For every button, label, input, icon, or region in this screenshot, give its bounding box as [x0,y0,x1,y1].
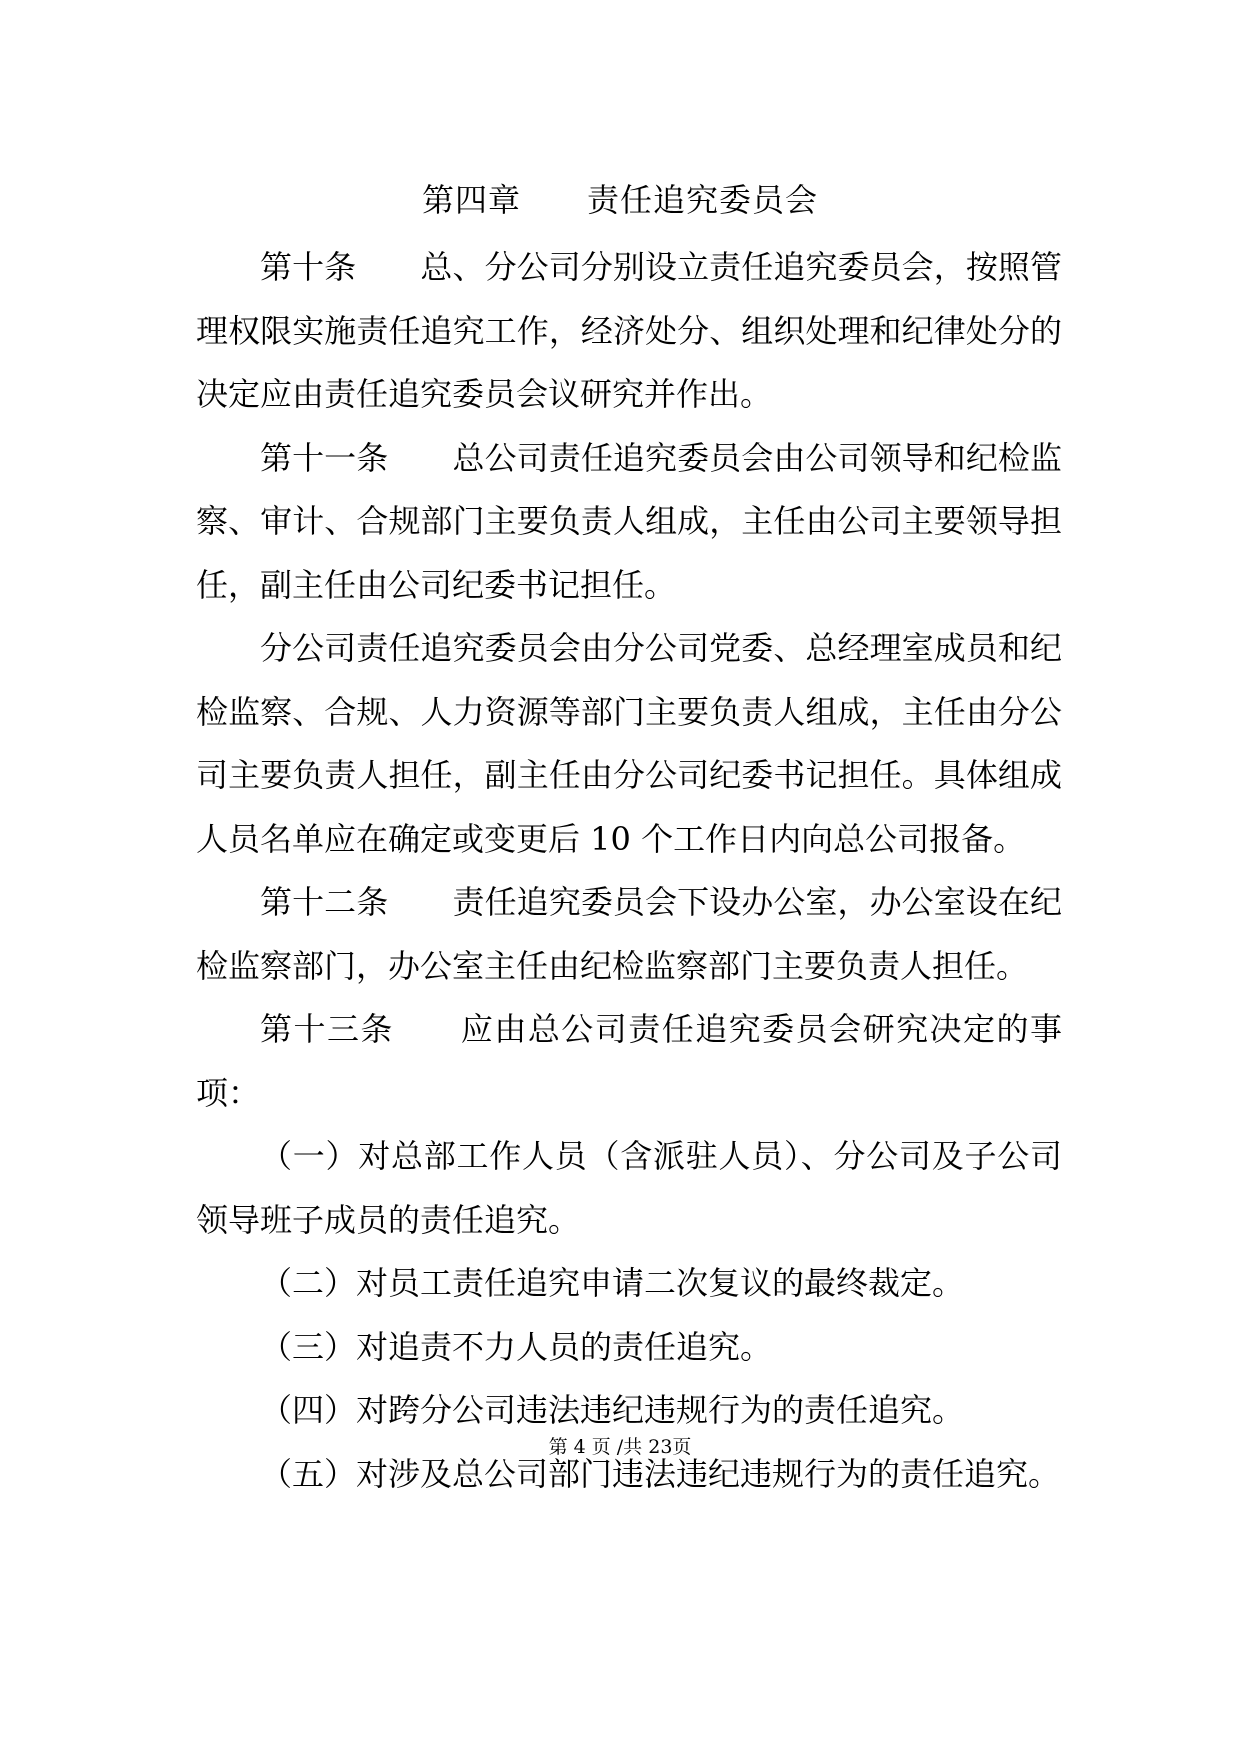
list-item-5: （五）对涉及总公司部门违法违纪违规行为的责任追究。 [260,1454,1061,1493]
list-item-3: （三）对追责不力人员的责任追究。 [260,1327,773,1366]
list-item-2: （二）对员工责任追究申请二次复议的最终裁定。 [260,1264,965,1302]
paragraph-article-10: 第十条 总、分公司分别设立责任追究委员会，按照管理权限实施责任追究工作，经济处分、组织处理和纪律处分的决定应由责任追究委员会议研究并作出。 [196,248,1062,413]
paragraph-branch-committee: 分公司责任追究委员会由分公司党委、总经理室成员和纪检监察、合规、人力资源等部门主要负责人组成，主任由分公司主要负责人担任，副主任由分公司纪委书记担任。具体组成人员名单应在确定或变更后 10 个工作日内向总公司报备。 [196,629,1062,858]
chapter-title: 第四章 责任追究委员会 [421,181,818,219]
list-item-1: （一）对总部工作人员（含派驻人员）、分公司及子公司领导班子成员的责任追究。 [196,1137,1062,1239]
list-item-4: （四）对跨分公司违法违纪违规行为的责任追究。 [260,1391,965,1429]
page-number: 第 4 页 /共 23页 [548,1436,692,1458]
paragraph-article-13: 第十三条 应由总公司责任追究委员会研究决定的事项： [196,1010,1062,1112]
paragraph-article-12: 第十二条 责任追究委员会下设办公室，办公室设在纪检监察部门，办公室主任由纪检监察部门主要负责人担任。 [196,883,1062,985]
paragraph-article-11: 第十一条 总公司责任追究委员会由公司领导和纪检监察、审计、合规部门主要负责人组成，主任由公司主要领导担任，副主任由公司纪委书记担任。 [196,438,1062,604]
document-body [196,236,1062,1506]
